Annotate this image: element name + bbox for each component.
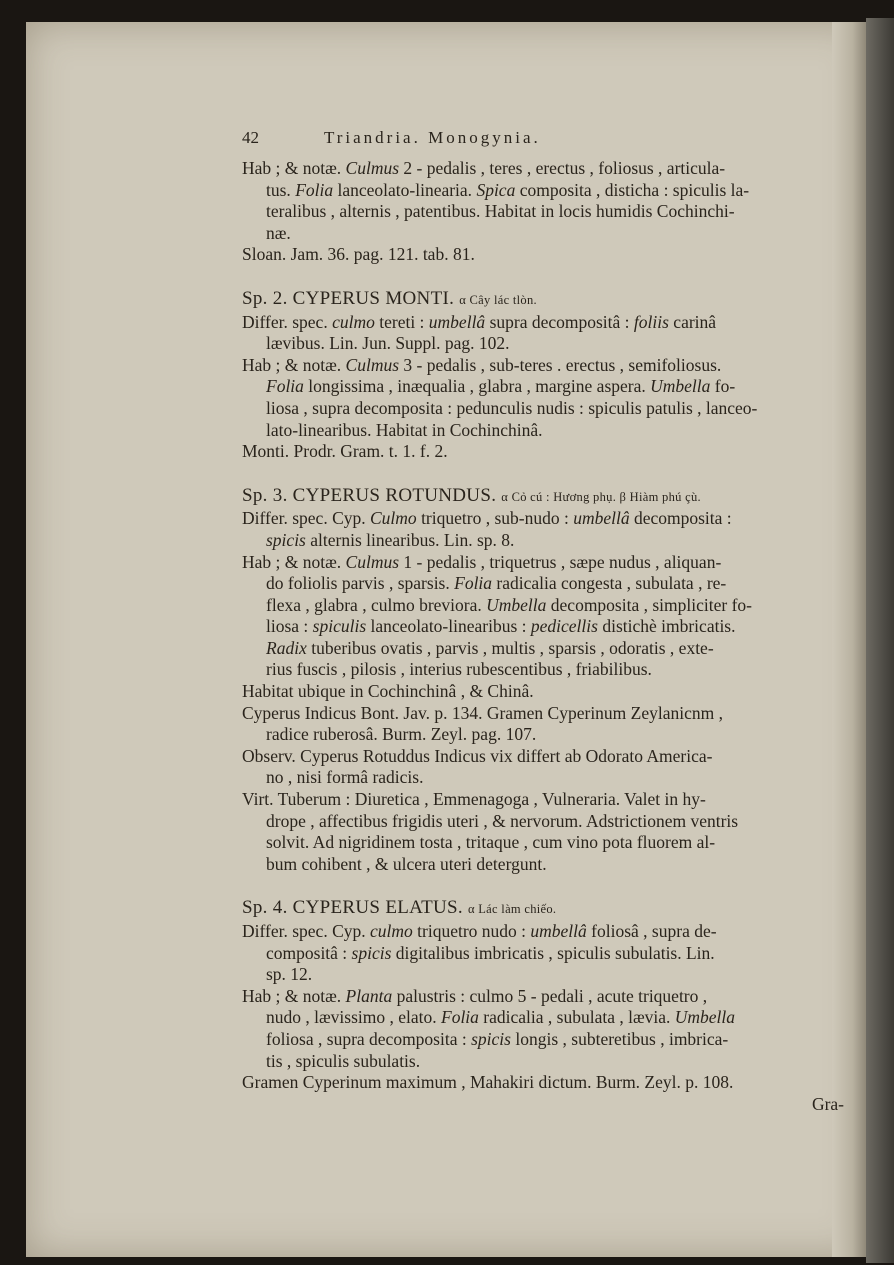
text-segment: carinâ: [668, 311, 717, 332]
species-heading: [242, 897, 852, 921]
text-line: [242, 244, 852, 266]
species-heading: [242, 485, 852, 509]
text-line: [242, 201, 852, 223]
catchword: [242, 1094, 844, 1116]
italic-term: Culmus: [345, 551, 400, 572]
text-segment: supra decompositâ :: [485, 311, 634, 332]
text-line: [242, 943, 852, 965]
text-segment: Cyperus Indicus Bont. Jav. p. 134. Gramen Cyperinum Zeylanicnm ,: [242, 702, 724, 723]
text-segment: Differ. spec. Cyp.: [242, 921, 370, 941]
italic-term: Culmus: [345, 354, 400, 375]
italic-term: culmo: [370, 921, 413, 941]
text-line: [242, 158, 852, 180]
text-segment: lato-linearibus. Habitat in Cochinchinâ.: [266, 419, 543, 440]
text-segment: foliosâ , supra de-: [586, 921, 717, 941]
text-line: [242, 508, 852, 530]
text-segment: Monti. Prodr. Gram. t. 1. f. 2.: [242, 441, 448, 462]
text-line: [242, 767, 852, 789]
text-segment: triquetro nudo :: [412, 921, 531, 941]
text-line: [242, 312, 852, 334]
text-line: [242, 180, 852, 202]
text-line: [242, 441, 852, 463]
running-header: [242, 128, 842, 148]
text-segment: lanceolato-linearia.: [333, 179, 477, 200]
text-segment: radicalia , subulata , lævia.: [478, 1007, 675, 1028]
text-segment: lanceolato-linearibus :: [366, 616, 531, 637]
text-line: [242, 746, 852, 768]
italic-term: umbellâ: [530, 921, 587, 941]
text-segment: Sloan. Jam. 36. pag. 121. tab. 81.: [242, 244, 475, 265]
text-line: [242, 964, 852, 986]
text-segment: næ.: [266, 222, 291, 243]
text-line: [242, 595, 852, 617]
italic-term: umbellâ: [428, 311, 486, 332]
italic-term: spicis: [266, 529, 306, 550]
italic-term: Culmus: [345, 158, 400, 178]
text-segment: teralibus , alternis , patentibus. Habitat in locis humidis Cochinchi-: [266, 201, 735, 222]
text-line: [242, 420, 852, 442]
text-segment: liosa , supra decomposita : pedunculis nudis : spiculis patulis , lanceo-: [266, 397, 758, 418]
italic-term: foliis: [633, 311, 669, 332]
text-line: [242, 724, 852, 746]
text-segment: flexa , glabra , culmo breviora.: [266, 594, 487, 615]
italic-term: pedicellis: [530, 616, 598, 637]
text-segment: Gra-: [811, 1093, 844, 1114]
text-line: [242, 223, 852, 245]
italic-term: Culmo: [370, 508, 417, 529]
text-line: [242, 1029, 852, 1051]
italic-term: Umbella: [486, 594, 547, 615]
text-segment: 1 - pedalis , triquetrus , sæpe nudus , aliquan-: [399, 551, 722, 572]
text-segment: alternis linearibus. Lin. sp. 8.: [305, 529, 515, 550]
text-segment: Hab ; & notæ.: [242, 551, 346, 572]
text-segment: decomposita :: [629, 508, 732, 529]
text-line: [242, 1007, 852, 1029]
text-segment: Observ. Cyperus Rotuddus Indicus vix differt ab Odorato America-: [242, 745, 713, 766]
text-segment: Hab ; & notæ.: [242, 158, 346, 178]
page-number: 42: [242, 128, 259, 147]
italic-term: Folia: [295, 179, 334, 200]
text-segment: Gramen Cyperinum maximum , Mahakiri dictum. Burm. Zeyl. p. 108.: [242, 1072, 734, 1093]
text-segment: rius fuscis , pilosis , interius rubescentibus , friabilibus.: [266, 659, 652, 680]
italic-term: Folia: [441, 1007, 479, 1028]
text-segment: solvit. Ad nigridinem tosta , tritaque , cum vino pota fluorem al-: [266, 832, 716, 853]
text-segment: 2 - pedalis , teres , erectus , foliosus , articula-: [399, 158, 726, 178]
text-segment: Habitat ubique in Cochinchinâ , & Chinâ.: [242, 681, 534, 702]
text-segment: Hab ; & notæ.: [242, 985, 346, 1006]
text-line: [242, 552, 852, 574]
text-segment: tis , spiculis subulatis.: [266, 1050, 421, 1071]
italic-term: culmo: [332, 311, 375, 332]
italic-term: Radix: [266, 637, 307, 658]
text-line: [242, 659, 852, 681]
text-segment: sp. 12.: [266, 964, 313, 985]
text-line: [242, 638, 852, 660]
text-segment: radicalia congesta , subulata , re-: [492, 573, 727, 594]
running-title: Triandria. Monogynia.: [323, 128, 541, 147]
text-segment: compositâ :: [266, 942, 352, 963]
italic-term: Umbella: [674, 1007, 736, 1028]
text-line: [242, 1051, 852, 1073]
italic-term: Spica: [476, 179, 516, 200]
text-segment: fo-: [710, 376, 736, 397]
text-line: [242, 333, 852, 355]
text-segment: do foliolis parvis , sparsis.: [266, 573, 455, 594]
italic-term: Folia: [266, 376, 304, 397]
italic-term: Umbella: [650, 376, 711, 397]
text-line: [242, 530, 852, 552]
page-body: [242, 158, 852, 1115]
italic-term: spicis: [351, 942, 392, 963]
italic-term: spicis: [471, 1028, 511, 1049]
text-line: [242, 681, 852, 703]
text-segment: drope , affectibus frigidis uteri , & nervorum. Adstrictionem ventris: [266, 810, 739, 831]
text-segment: longissima , inæqualia , glabra , margine aspera.: [303, 376, 651, 397]
text-segment: Sp. 2. CYPERUS MONTI.: [242, 287, 460, 309]
text-segment: tereti :: [374, 311, 429, 332]
text-segment: Virt. Tuberum : Diuretica , Emmenagoga , Vulneraria. Valet in hy-: [242, 789, 706, 810]
book-binding-edge: [866, 18, 894, 1263]
text-segment: tuberibus ovatis , parvis , multis , sparsis , odoratis , exte-: [306, 637, 714, 658]
text-segment: liosa :: [266, 616, 313, 637]
text-line: [242, 616, 852, 638]
text-segment: 3 - pedalis , sub-teres . erectus , semifoliosus.: [399, 354, 722, 375]
italic-term: spiculis: [312, 616, 367, 637]
text-segment: triquetro , sub-nudo :: [416, 508, 574, 529]
text-segment: Differ. spec.: [242, 311, 333, 332]
text-line: [242, 376, 852, 398]
text-line: [242, 811, 852, 833]
text-segment: foliosa , supra decomposita :: [266, 1028, 472, 1049]
text-line: [242, 573, 852, 595]
text-line: [242, 398, 852, 420]
text-line: [242, 832, 852, 854]
text-segment: distichè imbricatis.: [597, 616, 736, 637]
text-segment: radice ruberosâ. Burm. Zeyl. pag. 107.: [266, 724, 537, 745]
text-line: [242, 1072, 852, 1094]
text-segment: nudo , lævissimo , elato.: [266, 1007, 441, 1028]
text-segment: bum cohibent , & ulcera uteri detergunt.: [266, 853, 547, 874]
species-heading: [242, 288, 852, 312]
italic-term: Folia: [454, 573, 493, 594]
text-segment: Sp. 4. CYPERUS ELATUS.: [242, 897, 468, 919]
italic-term: umbellâ: [573, 508, 630, 529]
text-segment: Hab ; & notæ.: [242, 354, 346, 375]
text-segment: tus.: [266, 179, 296, 200]
text-line: [242, 921, 852, 943]
text-segment: digitalibus imbricatis , spiculis subulatis. Lin.: [391, 942, 715, 963]
vernacular-name: α Cây lác tlòn.: [459, 292, 537, 307]
text-segment: palustris : culmo 5 - pedali , acute triquetro ,: [392, 985, 708, 1006]
text-segment: longis , subteretibus , imbrica-: [510, 1028, 729, 1049]
italic-term: Planta: [345, 985, 393, 1006]
text-segment: lævibus. Lin. Jun. Suppl. pag. 102.: [266, 333, 510, 354]
text-segment: Sp. 3. CYPERUS ROTUNDUS.: [242, 484, 502, 506]
text-line: [242, 355, 852, 377]
text-segment: composita , disticha : spiculis la-: [515, 179, 750, 200]
vernacular-name: α Lác làm chiếo.: [467, 902, 557, 917]
text-segment: no , nisi formâ radicis.: [266, 767, 424, 788]
text-segment: Differ. spec. Cyp.: [242, 508, 370, 529]
text-line: [242, 986, 852, 1008]
text-line: [242, 703, 852, 725]
text-line: [242, 789, 852, 811]
text-segment: decomposita , simpliciter fo-: [546, 594, 752, 615]
vernacular-name: α Cỏ cú : Hương phụ. β Hiàm phú çù.: [501, 489, 701, 504]
text-line: [242, 854, 852, 876]
